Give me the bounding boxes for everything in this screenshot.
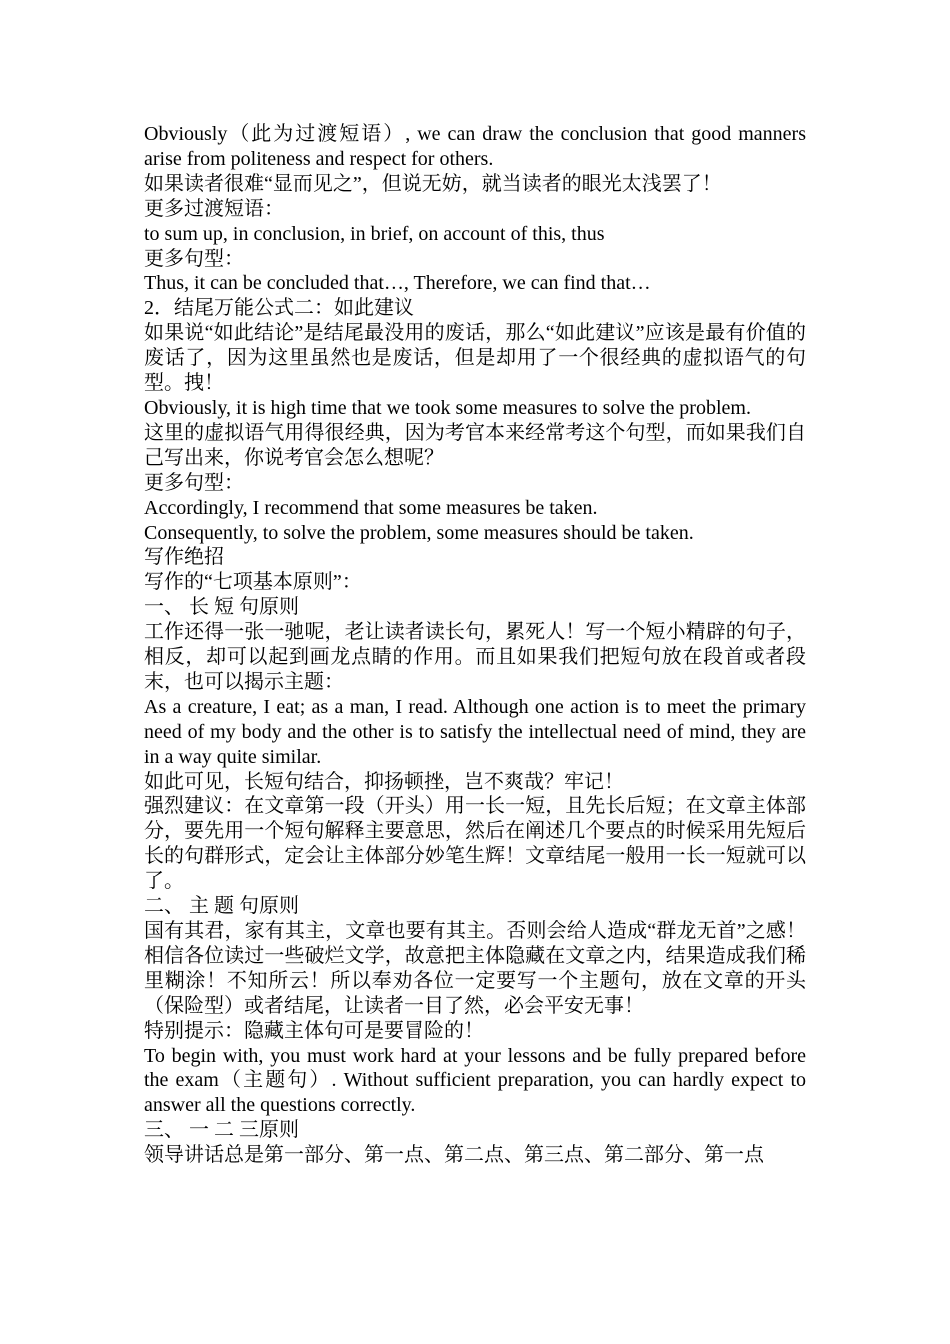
paragraph-comment: 如果读者很难“显而见之”，但说无妨，就当读者的眼光太浅罢了！ <box>144 172 722 195</box>
principle-heading-2: 二、 主 题 句原则 <box>144 895 299 918</box>
principle-heading-1: 一、 长 短 句原则 <box>144 596 299 619</box>
paragraph-transition-list: to sum up, in conclusion, in brief, on account of this, thus <box>144 222 605 245</box>
paragraph-principle-2-tip: 特别提示：隐藏主体句可是要冒险的！ <box>144 1019 484 1042</box>
paragraph-label-patterns: 更多句型： <box>144 247 244 270</box>
section-heading-seven-principles: 写作的“七项基本原则”： <box>144 571 362 594</box>
paragraph-principle-1-advice: 强烈建议：在文章第一段（开头）用一长一短，且先长后短；在文章主体部分，要先用一个短句解释主要意思，然后在阐述几个要点的时候采用先短后长的句群形式，定会让主体部分妙笔生辉！文章结尾一般用一长一短就可以了。 <box>144 795 806 893</box>
section-heading-writing-tips: 写作绝招 <box>144 546 224 569</box>
paragraph-pattern-example-2: Consequently, to solve the problem, some measures should be taken. <box>144 521 694 544</box>
paragraph-conclusion-example: Obviously（此为过渡短语）, we can draw the conclusion that good manners arise from politeness and respect for others. <box>144 123 806 170</box>
paragraph-label-transitions: 更多过渡短语： <box>144 197 284 220</box>
paragraph-suggestion-example: Obviously, it is high time that we took some measures to solve the problem. <box>144 396 751 419</box>
document-page <box>144 122 806 1168</box>
paragraph-principle-3-intro: 领导讲话总是第一部分、第一点、第二点、第三点、第二部分、第一点 <box>144 1144 764 1167</box>
paragraph-subjunctive-comment: 这里的虚拟语气用得很经典，因为考官本来经常考这个句型，而如果我们自己写出来，你说考官会怎么想呢？ <box>144 421 806 469</box>
paragraph-principle-1-intro: 工作还得一张一驰呢，老让读者读长句，累死人！写一个短小精辟的句子，相反，却可以起到画龙点睛的作用。而且如果我们把短句放在段首或者段末，也可以揭示主题： <box>144 621 806 693</box>
section-heading-formula-2: 2．结尾万能公式二：如此建议 <box>144 297 414 320</box>
paragraph-principle-1-comment: 如此可见，长短句结合，抑扬顿挫，岂不爽哉？牢记！ <box>144 770 624 793</box>
paragraph-formula-2-intro: 如果说“如此结论”是结尾最没用的废话，那么“如此建议”应该是最有价值的废话了，因为这里虽然也是废话，但是却用了一个很经典的虚拟语气的句型。拽！ <box>144 322 806 395</box>
paragraph-principle-1-example: As a creature, I eat; as a man, I read. Although one action is to meet the primary need of my body and the other is to satisfy the intellectual need of mind, they are in a way quite similar. <box>144 695 806 768</box>
paragraph-label-patterns-2: 更多句型： <box>144 471 244 494</box>
principle-heading-3: 三、 一 二 三原则 <box>144 1119 299 1142</box>
paragraph-principle-2-example: To begin with, you must work hard at your lessons and be fully prepared before the exam（主题句）. Without sufficient preparation, you can hardly expect to answer all the questions correctly. <box>144 1044 806 1117</box>
paragraph-pattern-list: Thus, it can be concluded that…, Therefore, we can find that… <box>144 272 651 295</box>
paragraph-principle-2-intro: 国有其君，家有其主，文章也要有其主。否则会给人造成“群龙无首”之感！相信各位读过一些破烂文学，故意把主体隐藏在文章之内，结果造成我们稀里糊涂！不知所云！所以奉劝各位一定要写一个主题句，放在文章的开头（保险型）或者结尾，让读者一目了然，必会平安无事！ <box>144 920 806 1017</box>
paragraph-pattern-example-1: Accordingly, I recommend that some measures be taken. <box>144 496 598 519</box>
